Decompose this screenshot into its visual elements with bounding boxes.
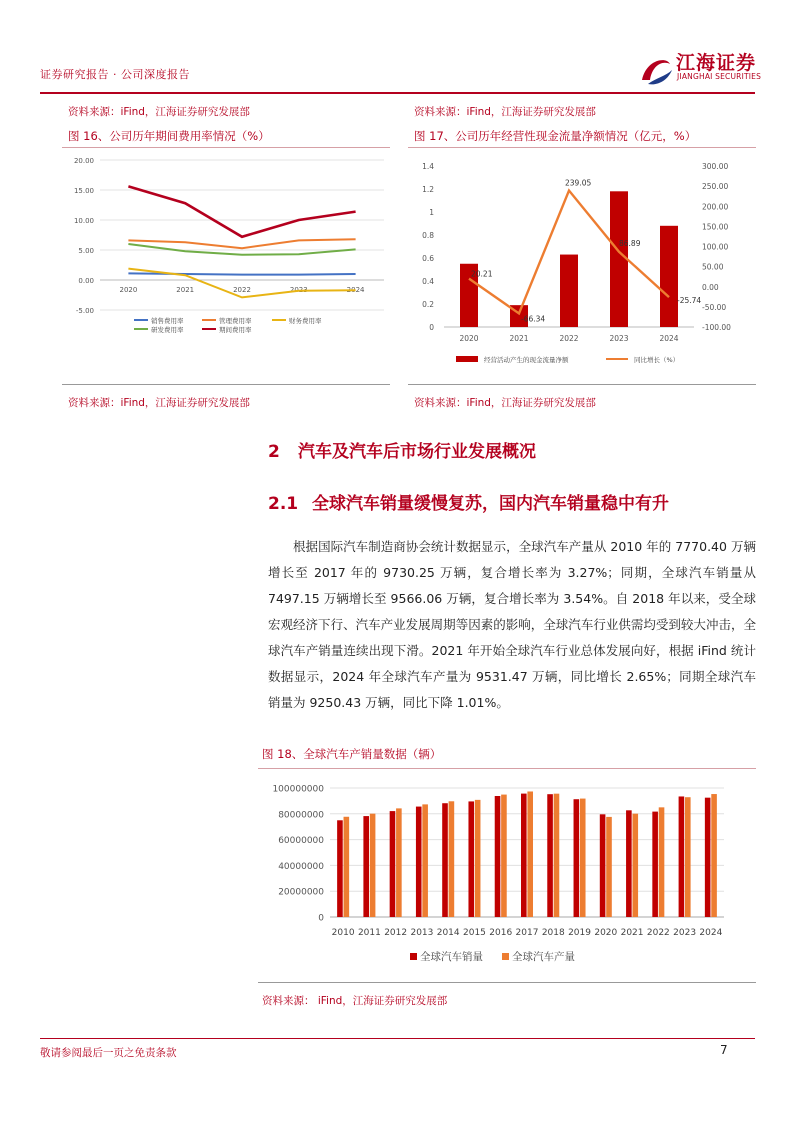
fig16-legend-label: 财务费用率	[289, 317, 322, 325]
source-note-top-right: 资料来源：iFind，江海证券研究发展部	[414, 106, 596, 118]
fig16-legend-label: 研发费用率	[151, 326, 184, 334]
fig18-bar	[632, 814, 638, 917]
fig18-xtick-label: 2016	[489, 928, 513, 938]
fig17-right-tick-label: 100.00	[702, 242, 729, 252]
fig17-xtick-label: 2020	[459, 334, 479, 343]
fig18-xtick-label: 2011	[357, 928, 381, 938]
fig17-left-tick-label: 1.4	[422, 162, 434, 171]
fig18-legend-label: 全球汽车销量	[420, 951, 483, 963]
fig18-bar	[363, 816, 369, 917]
fig18-xtick-label: 2022	[646, 928, 670, 938]
subsection-heading	[268, 489, 669, 514]
fig18-xtick-label: 2013	[410, 928, 434, 938]
report-type-title: 证券研究报告 · 公司深度报告	[40, 68, 190, 81]
fig17-bar	[560, 255, 578, 327]
fig16-series-line	[128, 244, 355, 255]
fig18-xtick-label: 2019	[568, 928, 591, 938]
fig18-xtick-label: 2023	[673, 928, 697, 938]
fig18-xtick-label: 2021	[620, 928, 644, 938]
fig17-right-tick-label: 0.00	[702, 282, 719, 292]
fig17-left-tick-label: 0.4	[422, 277, 434, 286]
header-divider	[40, 92, 755, 94]
fig17-title: 图 17、公司历年经营性现金流量净额情况（亿元，%）	[414, 129, 697, 143]
fig16-xtick-label: 2023	[289, 286, 308, 294]
fig17-data-label: 239.05	[565, 178, 592, 188]
fig17-right-tick-label: 250.00	[702, 182, 729, 192]
fig17-bottom-rule	[408, 384, 756, 385]
fig17-xtick-label: 2024	[659, 334, 679, 343]
fig18-bar	[659, 807, 665, 917]
fig17-right-tick-label: -100.00	[702, 323, 731, 332]
fig18-bar	[652, 812, 658, 917]
fig17-xtick-label: 2022	[559, 334, 579, 343]
fig18-legend-swatch	[410, 953, 417, 960]
fig18-ytick-label: 40000000	[278, 861, 324, 872]
fig16-legend-label: 销售费用率	[151, 317, 184, 325]
fig18-bar	[501, 795, 507, 917]
fig18-xtick-label: 2017	[515, 928, 539, 938]
fig18-bar	[495, 796, 501, 917]
fig17-legend-bar-swatch	[456, 356, 478, 362]
fig16-source: 资料来源：iFind，江海证券研究发展部	[68, 397, 250, 409]
fig17-legend-line-label: 同比增长（%）	[634, 356, 680, 364]
fig17-left-tick-label: 0.6	[422, 254, 434, 263]
fig18-ytick-label: 0	[318, 913, 324, 924]
fig18-source: 资料来源： iFind，江海证券研究发展部	[262, 995, 448, 1007]
footer-divider	[40, 1038, 755, 1039]
fig18-bar	[711, 794, 717, 917]
fig17-right-tick-label: -50.00	[702, 302, 727, 312]
fig18-bar	[574, 799, 580, 917]
subsection-title: 全球汽车销量缓慢复苏，国内汽车销量稳中有升	[312, 494, 669, 514]
fig16-ytick-label: -5.00	[75, 307, 94, 315]
fig18-bar	[527, 791, 533, 917]
fig16-xtick-label: 2022	[233, 286, 251, 294]
fig17-right-tick-label: 300.00	[702, 162, 729, 171]
fig18-bar	[705, 798, 711, 917]
fig18-xtick-label: 2014	[436, 928, 460, 938]
fig18-ytick-label: 20000000	[278, 887, 324, 898]
fig18-bar	[422, 804, 428, 917]
fig17-left-tick-label: 0.2	[422, 300, 434, 309]
fig18-bar	[580, 799, 586, 917]
fig17-data-label: 86.89	[619, 238, 641, 248]
fig18-bar	[344, 817, 350, 917]
source-note-top-left: 资料来源：iFind，江海证券研究发展部	[68, 106, 250, 118]
fig16-ytick-label: 15.00	[73, 187, 94, 195]
fig18-legend-swatch	[502, 953, 509, 960]
fig17-bar	[660, 226, 678, 327]
fig17-right-tick-label: 50.00	[702, 262, 724, 272]
fig18-xtick-label: 2024	[699, 928, 723, 938]
fig17-xtick-label: 2021	[509, 334, 529, 343]
fig18-bar	[468, 801, 474, 917]
fig16-series-line	[128, 186, 355, 236]
fig18-bar	[606, 817, 612, 917]
fig18-bar	[679, 796, 685, 917]
fig17-data-label: -25.74	[677, 296, 702, 306]
fig18-top-rule	[258, 768, 756, 769]
fig16-legend-label: 期间费用率	[219, 326, 252, 334]
section-title: 汽车及汽车后市场行业发展概况	[298, 442, 536, 462]
fig16-top-rule	[62, 147, 390, 148]
fig18-ytick-label: 100000000	[272, 784, 324, 795]
fig17-right-tick-label: 200.00	[702, 202, 729, 212]
fig18-bar	[416, 807, 422, 917]
fig16-ytick-label: 0.00	[78, 277, 94, 285]
fig18-bar	[521, 794, 527, 917]
fig18-bar	[475, 800, 481, 917]
fig16-xtick-label: 2024	[346, 286, 365, 294]
fig18-legend-label: 全球汽车产量	[512, 951, 575, 963]
section-heading	[268, 437, 536, 462]
fig17-data-label: -66.34	[521, 314, 546, 324]
body-paragraph: 根据国际汽车制造商协会统计数据显示，全球汽车产量从 2010 年的 7770.40 万辆增长至 2017 年的 9730.25 万辆，复合增长率为 3.27%；同期，全球汽车销量从 7497.15 万辆增长至 9566.06 万辆，复合增长率为 3.54%。自 2018 年以来，受全球宏观经济下行、汽车产业发展周期等因素的影响，全球汽车行业供需均受到较大冲击，全球汽车产销量连续出现下滑。2021 年开始全球汽车行业总体发展向好，根据 iFind 统计数据显示，2024 年全球汽车产量为 9531.47 万辆，同比增长 2.65%；同期全球汽车销量为 9250.43 万辆，同比下降 1.01%。	[268, 539, 756, 710]
fig16-xtick-label: 2020	[119, 286, 138, 294]
fig18-bottom-rule	[258, 982, 756, 983]
fig16-series-line	[128, 239, 355, 248]
fig17-left-tick-label: 0	[429, 323, 434, 332]
fig18-bar	[337, 820, 343, 917]
footer-disclaimer: 敬请参阅最后一页之免责条款	[40, 1047, 177, 1059]
fig17-legend-bar-label: 经营活动产生的现金流量净额	[484, 356, 569, 364]
fig16-chart	[62, 150, 392, 350]
fig18-xtick-label: 2010	[331, 928, 355, 938]
fig17-xtick-label: 2023	[609, 334, 629, 343]
fig18-bar	[685, 797, 691, 917]
fig16-series-line	[128, 273, 355, 274]
logo-text: 江海证券	[676, 52, 757, 74]
fig16-ytick-label: 5.00	[78, 247, 94, 255]
fig18-xtick-label: 2012	[384, 928, 408, 938]
fig17-data-label: 20.21	[471, 269, 493, 279]
fig18-bar	[626, 810, 632, 917]
fig17-right-tick-label: 150.00	[702, 222, 729, 232]
fig18-bar	[554, 794, 560, 917]
fig18-xtick-label: 2018	[541, 928, 565, 938]
fig17-left-tick-label: 1	[429, 208, 434, 217]
fig16-ytick-label: 10.00	[73, 217, 94, 225]
fig16-title: 图 16、公司历年期间费用率情况（%）	[68, 129, 270, 143]
section-number: 2	[268, 442, 280, 462]
fig17-source: 资料来源：iFind，江海证券研究发展部	[414, 397, 596, 409]
fig18-xtick-label: 2015	[463, 928, 486, 938]
fig18-ytick-label: 80000000	[278, 810, 324, 821]
fig18-bar	[396, 808, 402, 917]
fig18-bar	[442, 803, 448, 917]
fig16-bottom-rule	[62, 384, 390, 385]
fig16-xtick-label: 2021	[176, 286, 195, 294]
fig18-xtick-label: 2020	[594, 928, 618, 938]
page-number: 7	[720, 1043, 728, 1057]
fig18-bar	[600, 814, 606, 917]
subsection-number: 2.1	[268, 494, 299, 514]
fig18-bar	[547, 794, 553, 917]
fig18-title: 图 18、全球汽车产销量数据（辆）	[262, 747, 442, 761]
fig18-bar	[370, 814, 376, 917]
fig18-bar	[390, 811, 396, 917]
fig16-legend-label: 管理费用率	[219, 317, 252, 325]
logo-subtext: JIANGHAI SECURITIES	[677, 72, 762, 81]
fig17-left-tick-label: 0.8	[422, 231, 434, 240]
fig18-bar	[449, 801, 455, 917]
fig17-top-rule	[408, 147, 756, 148]
fig17-bar	[610, 191, 628, 327]
fig17-left-tick-label: 1.2	[422, 185, 434, 194]
fig18-ytick-label: 60000000	[278, 836, 324, 847]
fig16-ytick-label: 20.00	[73, 157, 94, 165]
fig17-chart	[408, 152, 756, 377]
fig18-chart	[258, 772, 756, 972]
